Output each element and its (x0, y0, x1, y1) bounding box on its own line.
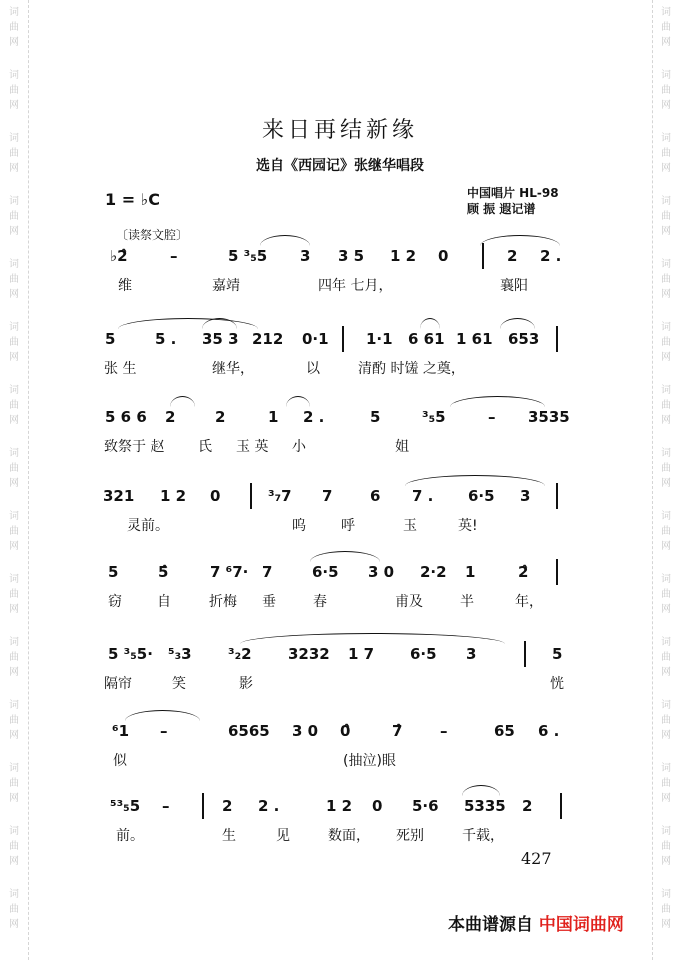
watermark-char: 网 (9, 352, 19, 363)
watermark-char: 词 (9, 70, 19, 81)
slur-mark (420, 318, 440, 329)
watermark-char: 词 (661, 70, 671, 81)
melody-note: ³₅5 (422, 408, 446, 426)
melody-note: 5 . (155, 330, 177, 348)
lyric-text: 恍 (550, 676, 564, 692)
watermark-char: 曲 (661, 463, 671, 474)
slur-mark (310, 551, 380, 562)
lyric-text: 襄阳 (500, 278, 528, 294)
watermark-char: 词 (9, 322, 19, 333)
bar-line (482, 243, 484, 269)
watermark-char: 网 (661, 793, 671, 804)
watermark-char: 曲 (661, 400, 671, 411)
watermark-char: 曲 (661, 778, 671, 789)
watermark-char: 网 (9, 100, 19, 111)
lyric-text: 玉 英 (236, 439, 269, 455)
slur-mark (405, 475, 545, 486)
bar-line (556, 483, 558, 509)
lyric-text: 氏 (198, 439, 212, 455)
lyric-text: 致祭于 赵 (104, 439, 165, 455)
bar-line (556, 326, 558, 352)
watermark-char: 网 (9, 793, 19, 804)
melody-note: 1 2 (160, 487, 187, 505)
lyric-text: 张 生 (104, 361, 137, 377)
melody-note: 1 2 (390, 247, 417, 265)
melody-note: 3 (520, 487, 531, 505)
footer-credit (448, 910, 624, 935)
footer-site-link[interactable]: 中国词曲网 (538, 915, 624, 935)
watermark-char: 网 (661, 352, 671, 363)
melody-note: 3 (300, 247, 311, 265)
watermark-char: 网 (9, 856, 19, 867)
record-source: 中国唱片 HL-98 (467, 186, 559, 200)
lyric-text: 似 (113, 753, 127, 769)
melody-note: 2 (222, 797, 233, 815)
watermark-char: 词 (9, 637, 19, 648)
watermark-char: 词 (661, 889, 671, 900)
watermark-char: 曲 (661, 148, 671, 159)
watermark-char: 网 (661, 37, 671, 48)
watermark-char: 曲 (9, 526, 19, 537)
watermark-char: 词 (9, 448, 19, 459)
melody-note: 2̂ (518, 563, 529, 581)
watermark-char: 词 (661, 259, 671, 270)
watermark-char: 网 (661, 667, 671, 678)
watermark-char: 曲 (9, 841, 19, 852)
lyric-text: 四年 七月， (318, 278, 393, 294)
lyric-text: 千载， (462, 828, 504, 844)
watermark-char: 曲 (9, 589, 19, 600)
melody-note: 0·1 (302, 330, 329, 348)
song-subtitle: 选自《西园记》张继华唱段 (256, 158, 424, 174)
lyric-text: 前。 (116, 828, 144, 844)
melody-note: 2 (507, 247, 518, 265)
watermark-char: 词 (661, 7, 671, 18)
watermark-char: 网 (661, 730, 671, 741)
watermark-char: 词 (9, 826, 19, 837)
watermark-char: 曲 (9, 904, 19, 915)
watermark-char: 曲 (661, 211, 671, 222)
watermark-char: 曲 (9, 211, 19, 222)
watermark-char: 网 (9, 919, 19, 930)
watermark-char: 曲 (9, 85, 19, 96)
melody-note: ⁵₃3 (168, 645, 192, 663)
melody-note: 5 ³₅5 (228, 247, 268, 265)
lyric-text: 维 (118, 278, 132, 294)
melody-note: 6 . (538, 722, 560, 740)
watermark-char: 曲 (9, 22, 19, 33)
slur-mark (500, 318, 535, 329)
watermark-char: 网 (9, 415, 19, 426)
watermark-char: 曲 (9, 778, 19, 789)
key-signature: 1 = ♭C (105, 190, 160, 209)
lyric-text: 玉 (403, 518, 417, 534)
melody-note: ⁶1 (112, 722, 130, 740)
melody-note: – (488, 408, 496, 426)
melody-note: 1 (268, 408, 279, 426)
watermark-char: 词 (661, 826, 671, 837)
melody-note: 7 . (412, 487, 434, 505)
watermark-char: 曲 (661, 22, 671, 33)
watermark-char: 词 (661, 637, 671, 648)
melody-note: 6565 (228, 722, 270, 740)
watermark-char: 词 (9, 196, 19, 207)
melody-note: 321 (103, 487, 135, 505)
watermark-char: 词 (9, 511, 19, 522)
watermark-char: 网 (661, 226, 671, 237)
melody-note: 0̂ (340, 722, 351, 740)
melody-note: 6·5 (312, 563, 339, 581)
melody-note: 5 (105, 330, 116, 348)
lyric-text: 嘉靖 (212, 278, 240, 294)
watermark-char: 网 (9, 289, 19, 300)
lyric-text: 自 (157, 594, 171, 610)
watermark-char: 词 (661, 196, 671, 207)
melody-note: 3535 (528, 408, 570, 426)
watermark-char: 曲 (661, 904, 671, 915)
watermark-char: 曲 (661, 841, 671, 852)
watermark-char: 曲 (9, 652, 19, 663)
bar-line (250, 483, 252, 509)
slur-mark (125, 710, 200, 721)
melody-note: 5 (108, 563, 119, 581)
melody-note: 5 ³₅5· (108, 645, 153, 663)
lyric-text: 小 (292, 439, 306, 455)
watermark-char: 网 (9, 478, 19, 489)
slur-mark (170, 396, 195, 407)
lyric-text: (抽泣)眼 (343, 753, 396, 769)
melody-note: 5335 (464, 797, 506, 815)
watermark-char: 网 (661, 541, 671, 552)
melody-note: 6·5 (468, 487, 495, 505)
lyric-text: 姐 (395, 439, 409, 455)
watermark-char: 曲 (9, 274, 19, 285)
melody-note: 35 3 (202, 330, 239, 348)
watermark-char: 曲 (9, 400, 19, 411)
footer-prefix: 本曲谱源自 (448, 915, 533, 935)
melody-note: 65 (494, 722, 515, 740)
melody-note: 2 . (258, 797, 280, 815)
melody-note: – (160, 722, 168, 740)
watermark-char: 词 (9, 133, 19, 144)
melody-note: 6·5 (410, 645, 437, 663)
watermark-char: 网 (9, 604, 19, 615)
melody-note: 0 (210, 487, 221, 505)
melody-note: 212 (252, 330, 284, 348)
watermark-char: 曲 (661, 85, 671, 96)
melody-note: 1 7 (348, 645, 375, 663)
watermark-char: 曲 (661, 652, 671, 663)
melody-note: 653 (508, 330, 540, 348)
melody-note: 5 6 6 (105, 408, 147, 426)
melody-note: 1·1 (366, 330, 393, 348)
watermark-char: 曲 (661, 715, 671, 726)
lyric-text: 半 (460, 594, 474, 610)
lyric-text: 见 (276, 828, 290, 844)
watermark-char: 词 (9, 574, 19, 585)
melody-note: 2 (215, 408, 226, 426)
watermark-char: 曲 (9, 463, 19, 474)
watermark-char: 曲 (661, 589, 671, 600)
lyric-text: 春 (313, 594, 327, 610)
lyric-text: 清酌 时馐 之奠， (358, 361, 465, 377)
melody-note: 2 (522, 797, 533, 815)
watermark-char: 曲 (661, 337, 671, 348)
watermark-divider-right (652, 0, 653, 960)
lyric-text: 死别 (396, 828, 424, 844)
watermark-char: 网 (661, 415, 671, 426)
watermark-char: 词 (661, 448, 671, 459)
watermark-char: 网 (661, 919, 671, 930)
lyric-text: 呼 (341, 518, 355, 534)
bar-line (556, 559, 558, 585)
lyric-text: 灵前。 (127, 518, 169, 534)
watermark-char: 词 (661, 700, 671, 711)
melody-note: 6 61 (408, 330, 445, 348)
lyric-text: 窃 (108, 594, 122, 610)
lyric-text: 影 (239, 676, 253, 692)
watermark-char: 曲 (661, 274, 671, 285)
melody-note: 7̂ (392, 722, 403, 740)
slur-mark (260, 235, 310, 246)
melody-note: 0 (372, 797, 383, 815)
melody-note: 2 (165, 408, 176, 426)
melody-note: ³₂2 (228, 645, 252, 663)
melody-note: 1 61 (456, 330, 493, 348)
melody-note: 2 . (303, 408, 325, 426)
lyric-text: 隔帘 (104, 676, 132, 692)
lyric-text: 折梅 (209, 594, 237, 610)
melody-note: – (170, 247, 178, 265)
melody-note: 6 (370, 487, 381, 505)
bar-line (202, 793, 204, 819)
lyric-text: 以 (306, 361, 320, 377)
watermark-char: 网 (661, 163, 671, 174)
watermark-char: 词 (9, 259, 19, 270)
watermark-char: 网 (661, 478, 671, 489)
watermark-char: 网 (9, 37, 19, 48)
lyric-text: 笑 (172, 676, 186, 692)
watermark-divider-left (28, 0, 29, 960)
melody-note: 5·6 (412, 797, 439, 815)
watermark-char: 网 (9, 226, 19, 237)
bar-line (342, 326, 344, 352)
melody-note: – (440, 722, 448, 740)
watermark-char: 网 (661, 289, 671, 300)
melody-note: 2·2 (420, 563, 447, 581)
melody-note: ♭2̂ (110, 247, 128, 265)
watermark-char: 词 (661, 133, 671, 144)
melody-note: 1 (465, 563, 476, 581)
watermark-char: 词 (661, 385, 671, 396)
bar-line (560, 793, 562, 819)
lyric-text: 垂 (262, 594, 276, 610)
melody-note: 3232 (288, 645, 330, 663)
lyric-text: 年， (515, 594, 543, 610)
watermark-char: 词 (9, 385, 19, 396)
watermark-char: 网 (661, 856, 671, 867)
melody-note: 0 (438, 247, 449, 265)
watermark-char: 网 (9, 667, 19, 678)
watermark-char: 词 (661, 322, 671, 333)
melody-note: 5̂ (158, 563, 169, 581)
song-title: 来日再结新缘 (261, 118, 418, 143)
watermark-char: 词 (661, 574, 671, 585)
lyric-text: 甫及 (395, 594, 423, 610)
watermark-char: 网 (9, 541, 19, 552)
watermark-char: 词 (9, 763, 19, 774)
page-number: 427 (521, 849, 552, 868)
slur-mark (118, 318, 258, 329)
watermark-char: 网 (9, 163, 19, 174)
watermark-char: 词 (661, 763, 671, 774)
lyric-text: 继华， (212, 361, 254, 377)
lyric-text: 英! (458, 518, 478, 534)
melody-note: 3 (466, 645, 477, 663)
transcriber: 顾 振 遐记谱 (467, 202, 536, 216)
slur-mark (462, 785, 500, 796)
watermark-char: 词 (9, 700, 19, 711)
melody-note: 3 0 (292, 722, 319, 740)
melody-style-tag: 〔读祭文腔〕 (116, 228, 189, 242)
melody-note: – (162, 797, 170, 815)
watermark-char: 网 (661, 604, 671, 615)
slur-mark (480, 235, 560, 246)
melody-note: 3 0 (368, 563, 395, 581)
melody-note: ⁵³₅5 (110, 797, 141, 815)
slur-mark (286, 396, 310, 407)
bar-line (524, 641, 526, 667)
slur-mark (240, 633, 505, 644)
lyric-text: 生 (222, 828, 236, 844)
watermark-char: 曲 (661, 526, 671, 537)
melody-note: 7 ⁶7· (210, 563, 249, 581)
watermark-char: 网 (9, 730, 19, 741)
melody-note: 2 . (540, 247, 562, 265)
watermark-char: 词 (661, 511, 671, 522)
melody-note: 1 2 (326, 797, 353, 815)
watermark-char: 词 (9, 7, 19, 18)
watermark-char: 曲 (9, 715, 19, 726)
melody-note: 3 5 (338, 247, 365, 265)
watermark-char: 曲 (9, 337, 19, 348)
melody-note: 7 (322, 487, 333, 505)
watermark-char: 曲 (9, 148, 19, 159)
lyric-text: 数面， (328, 828, 370, 844)
lyric-text: 呜 (292, 518, 306, 534)
melody-note: 5 (370, 408, 381, 426)
melody-note: ³₇7 (268, 487, 292, 505)
melody-note: 7 (262, 563, 273, 581)
watermark-char: 词 (9, 889, 19, 900)
slur-mark (450, 396, 545, 407)
watermark-char: 网 (661, 100, 671, 111)
melody-note: 5 (552, 645, 563, 663)
